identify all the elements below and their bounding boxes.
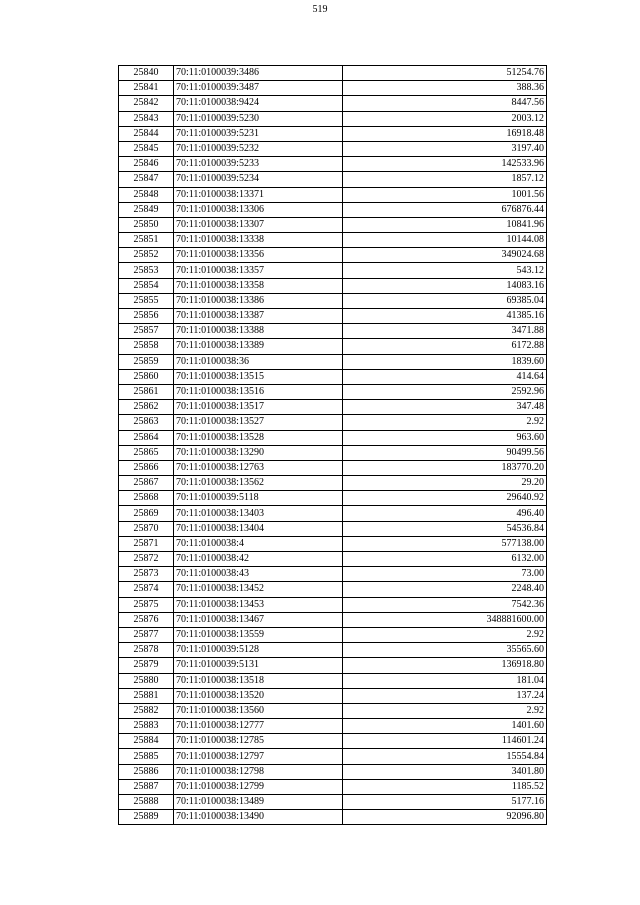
cadastral-value-cell: 14083.16 — [343, 278, 547, 293]
table-row — [119, 703, 547, 718]
table-row — [119, 491, 547, 506]
row-number-cell: 25871 — [119, 536, 174, 551]
row-number-cell: 25858 — [119, 339, 174, 354]
row-number-cell: 25873 — [119, 567, 174, 582]
cadastral-number-cell: 70:11:0100038:12777 — [174, 719, 343, 734]
cadastral-value-cell: 51254.76 — [343, 66, 547, 81]
cadastral-value-cell: 29.20 — [343, 476, 547, 491]
table-row — [119, 384, 547, 399]
row-number-cell: 25847 — [119, 172, 174, 187]
row-number-cell: 25860 — [119, 369, 174, 384]
cadastral-value-cell: 41385.16 — [343, 309, 547, 324]
cadastral-number-cell: 70:11:0100038:13489 — [174, 795, 343, 810]
cadastral-value-cell: 496.40 — [343, 506, 547, 521]
cadastral-number-cell: 70:11:0100038:13307 — [174, 217, 343, 232]
cadastral-value-cell: 2248.40 — [343, 582, 547, 597]
table-row — [119, 734, 547, 749]
cadastral-value-cell: 29640.92 — [343, 491, 547, 506]
table-row — [119, 536, 547, 551]
table-row — [119, 111, 547, 126]
cadastral-number-cell: 70:11:0100038:12797 — [174, 749, 343, 764]
row-number-cell: 25849 — [119, 202, 174, 217]
table-row — [119, 445, 547, 460]
cadastral-value-cell: 2.92 — [343, 627, 547, 642]
cadastral-number-cell: 70:11:0100038:43 — [174, 567, 343, 582]
cadastral-value-cell: 69385.04 — [343, 293, 547, 308]
cadastral-number-cell: 70:11:0100038:13452 — [174, 582, 343, 597]
row-number-cell: 25857 — [119, 324, 174, 339]
cadastral-value-cell: 3197.40 — [343, 141, 547, 156]
table-row — [119, 217, 547, 232]
table-row — [119, 597, 547, 612]
cadastral-value-cell: 73.00 — [343, 567, 547, 582]
row-number-cell: 25876 — [119, 612, 174, 627]
cadastral-number-cell: 70:11:0100038:13527 — [174, 415, 343, 430]
cadastral-value-cell: 2.92 — [343, 415, 547, 430]
cadastral-value-cell: 15554.84 — [343, 749, 547, 764]
table-row — [119, 66, 547, 81]
cadastral-number-cell: 70:11:0100039:5230 — [174, 111, 343, 126]
table-row — [119, 460, 547, 475]
table-row — [119, 749, 547, 764]
table-row — [119, 157, 547, 172]
row-number-cell: 25870 — [119, 521, 174, 536]
table-row — [119, 673, 547, 688]
cadastral-number-cell: 70:11:0100038:13371 — [174, 187, 343, 202]
table-body — [119, 66, 547, 825]
cadastral-number-cell: 70:11:0100038:13387 — [174, 309, 343, 324]
cadastral-number-cell: 70:11:0100039:5234 — [174, 172, 343, 187]
cadastral-value-cell: 10144.08 — [343, 233, 547, 248]
table-row — [119, 233, 547, 248]
cadastral-number-cell: 70:11:0100038:36 — [174, 354, 343, 369]
row-number-cell: 25880 — [119, 673, 174, 688]
cadastral-number-cell: 70:11:0100038:12785 — [174, 734, 343, 749]
cadastral-value-cell: 1185.52 — [343, 779, 547, 794]
row-number-cell: 25854 — [119, 278, 174, 293]
cadastral-value-cell: 3401.80 — [343, 764, 547, 779]
cadastral-value-cell: 414.64 — [343, 369, 547, 384]
cadastral-number-cell: 70:11:0100038:13515 — [174, 369, 343, 384]
table-row — [119, 658, 547, 673]
row-number-cell: 25856 — [119, 309, 174, 324]
table-row — [119, 688, 547, 703]
table-row — [119, 506, 547, 521]
cadastral-number-cell: 70:11:0100038:13356 — [174, 248, 343, 263]
cadastral-value-cell: 54536.84 — [343, 521, 547, 536]
row-number-cell: 25885 — [119, 749, 174, 764]
row-number-cell: 25845 — [119, 141, 174, 156]
cadastral-number-cell: 70:11:0100038:13518 — [174, 673, 343, 688]
row-number-cell: 25859 — [119, 354, 174, 369]
cadastral-value-cell: 92096.80 — [343, 810, 547, 825]
row-number-cell: 25889 — [119, 810, 174, 825]
row-number-cell: 25872 — [119, 552, 174, 567]
row-number-cell: 25879 — [119, 658, 174, 673]
row-number-cell: 25865 — [119, 445, 174, 460]
cadastral-value-cell: 10841.96 — [343, 217, 547, 232]
table-row — [119, 567, 547, 582]
cadastral-value-cell: 5177.16 — [343, 795, 547, 810]
table-row — [119, 521, 547, 536]
table-row — [119, 248, 547, 263]
row-number-cell: 25886 — [119, 764, 174, 779]
cadastral-value-cell: 7542.36 — [343, 597, 547, 612]
table-row — [119, 96, 547, 111]
row-number-cell: 25884 — [119, 734, 174, 749]
cadastral-value-cell: 963.60 — [343, 430, 547, 445]
row-number-cell: 25882 — [119, 703, 174, 718]
cadastral-number-cell: 70:11:0100038:13560 — [174, 703, 343, 718]
row-number-cell: 25874 — [119, 582, 174, 597]
cadastral-number-cell: 70:11:0100039:5233 — [174, 157, 343, 172]
cadastral-value-cell: 3471.88 — [343, 324, 547, 339]
cadastral-value-cell: 137.24 — [343, 688, 547, 703]
table-row — [119, 278, 547, 293]
row-number-cell: 25862 — [119, 400, 174, 415]
row-number-cell: 25846 — [119, 157, 174, 172]
cadastral-number-cell: 70:11:0100038:13358 — [174, 278, 343, 293]
row-number-cell: 25840 — [119, 66, 174, 81]
cadastral-number-cell: 70:11:0100039:5131 — [174, 658, 343, 673]
table-row — [119, 764, 547, 779]
cadastral-number-cell: 70:11:0100038:13490 — [174, 810, 343, 825]
table-row — [119, 582, 547, 597]
cadastral-value-cell: 388.36 — [343, 81, 547, 96]
cadastral-value-cell: 543.12 — [343, 263, 547, 278]
cadastral-number-cell: 70:11:0100038:13520 — [174, 688, 343, 703]
row-number-cell: 25883 — [119, 719, 174, 734]
cadastral-number-cell: 70:11:0100038:13562 — [174, 476, 343, 491]
table-row — [119, 810, 547, 825]
cadastral-number-cell: 70:11:0100038:13453 — [174, 597, 343, 612]
table-row — [119, 719, 547, 734]
table-row — [119, 172, 547, 187]
cadastral-number-cell: 70:11:0100038:13516 — [174, 384, 343, 399]
row-number-cell: 25841 — [119, 81, 174, 96]
cadastral-number-cell: 70:11:0100038:13467 — [174, 612, 343, 627]
cadastral-number-cell: 70:11:0100039:3487 — [174, 81, 343, 96]
row-number-cell: 25852 — [119, 248, 174, 263]
row-number-cell: 25853 — [119, 263, 174, 278]
row-number-cell: 25843 — [119, 111, 174, 126]
row-number-cell: 25855 — [119, 293, 174, 308]
cadastral-number-cell: 70:11:0100038:9424 — [174, 96, 343, 111]
row-number-cell: 25851 — [119, 233, 174, 248]
cadastral-number-cell: 70:11:0100038:42 — [174, 552, 343, 567]
cadastral-number-cell: 70:11:0100038:4 — [174, 536, 343, 551]
cadastral-value-cell: 8447.56 — [343, 96, 547, 111]
row-number-cell: 25875 — [119, 597, 174, 612]
cadastral-value-cell: 35565.60 — [343, 643, 547, 658]
table-row — [119, 643, 547, 658]
table-row — [119, 415, 547, 430]
row-number-cell: 25842 — [119, 96, 174, 111]
table-row — [119, 309, 547, 324]
row-number-cell: 25844 — [119, 126, 174, 141]
cadastral-value-cell: 142533.96 — [343, 157, 547, 172]
cadastral-number-cell: 70:11:0100038:13403 — [174, 506, 343, 521]
table-row — [119, 552, 547, 567]
table-row — [119, 324, 547, 339]
cadastral-number-cell: 70:11:0100038:13338 — [174, 233, 343, 248]
table-row — [119, 263, 547, 278]
row-number-cell: 25888 — [119, 795, 174, 810]
cadastral-number-cell: 70:11:0100038:13306 — [174, 202, 343, 217]
cadastral-number-cell: 70:11:0100038:13528 — [174, 430, 343, 445]
cadastral-number-cell: 70:11:0100038:12763 — [174, 460, 343, 475]
cadastral-number-cell: 70:11:0100038:13357 — [174, 263, 343, 278]
cadastral-value-cell: 6172.88 — [343, 339, 547, 354]
table-row — [119, 141, 547, 156]
cadastral-value-cell: 114601.24 — [343, 734, 547, 749]
table-row — [119, 400, 547, 415]
cadastral-number-cell: 70:11:0100039:5128 — [174, 643, 343, 658]
cadastral-value-cell: 181.04 — [343, 673, 547, 688]
table-row — [119, 430, 547, 445]
cadastral-number-cell: 70:11:0100038:13404 — [174, 521, 343, 536]
row-number-cell: 25877 — [119, 627, 174, 642]
row-number-cell: 25863 — [119, 415, 174, 430]
table-row — [119, 795, 547, 810]
cadastral-value-cell: 2003.12 — [343, 111, 547, 126]
cadastral-value-cell: 347.48 — [343, 400, 547, 415]
row-number-cell: 25850 — [119, 217, 174, 232]
row-number-cell: 25848 — [119, 187, 174, 202]
row-number-cell: 25864 — [119, 430, 174, 445]
table-row — [119, 126, 547, 141]
cadastral-value-cell: 16918.48 — [343, 126, 547, 141]
cadastral-number-cell: 70:11:0100039:5231 — [174, 126, 343, 141]
table-row — [119, 779, 547, 794]
table-row — [119, 627, 547, 642]
cadastral-value-cell: 183770.20 — [343, 460, 547, 475]
row-number-cell: 25868 — [119, 491, 174, 506]
row-number-cell: 25867 — [119, 476, 174, 491]
row-number-cell: 25861 — [119, 384, 174, 399]
row-number-cell: 25869 — [119, 506, 174, 521]
cadastral-number-cell: 70:11:0100038:13388 — [174, 324, 343, 339]
table-row — [119, 369, 547, 384]
table-row — [119, 202, 547, 217]
table-row — [119, 476, 547, 491]
cadastral-number-cell: 70:11:0100038:13559 — [174, 627, 343, 642]
row-number-cell: 25881 — [119, 688, 174, 703]
row-number-cell: 25887 — [119, 779, 174, 794]
cadastral-number-cell: 70:11:0100038:12799 — [174, 779, 343, 794]
cadastral-number-cell: 70:11:0100039:5118 — [174, 491, 343, 506]
cadastral-value-cell: 1401.60 — [343, 719, 547, 734]
cadastral-value-cell: 676876.44 — [343, 202, 547, 217]
cadastral-value-cell: 349024.68 — [343, 248, 547, 263]
cadastral-number-cell: 70:11:0100038:12798 — [174, 764, 343, 779]
cadastral-number-cell: 70:11:0100039:3486 — [174, 66, 343, 81]
table-row — [119, 81, 547, 96]
cadastral-value-cell: 2592.96 — [343, 384, 547, 399]
row-number-cell: 25878 — [119, 643, 174, 658]
cadastral-value-cell: 1001.56 — [343, 187, 547, 202]
table-row — [119, 612, 547, 627]
cadastral-value-cell: 6132.00 — [343, 552, 547, 567]
cadastral-number-cell: 70:11:0100038:13290 — [174, 445, 343, 460]
cadastral-value-cell: 1857.12 — [343, 172, 547, 187]
row-number-cell: 25866 — [119, 460, 174, 475]
table-row — [119, 187, 547, 202]
cadastral-number-cell: 70:11:0100038:13389 — [174, 339, 343, 354]
cadastral-value-table — [118, 65, 547, 825]
table-row — [119, 293, 547, 308]
table-row — [119, 354, 547, 369]
cadastral-value-cell: 90499.56 — [343, 445, 547, 460]
cadastral-number-cell: 70:11:0100038:13517 — [174, 400, 343, 415]
cadastral-value-cell: 348881600.00 — [343, 612, 547, 627]
cadastral-value-cell: 577138.00 — [343, 536, 547, 551]
cadastral-number-cell: 70:11:0100038:13386 — [174, 293, 343, 308]
cadastral-value-cell: 2.92 — [343, 703, 547, 718]
cadastral-number-cell: 70:11:0100039:5232 — [174, 141, 343, 156]
cadastral-value-cell: 1839.60 — [343, 354, 547, 369]
cadastral-value-cell: 136918.80 — [343, 658, 547, 673]
page-number: 519 — [312, 4, 328, 15]
table-row — [119, 339, 547, 354]
